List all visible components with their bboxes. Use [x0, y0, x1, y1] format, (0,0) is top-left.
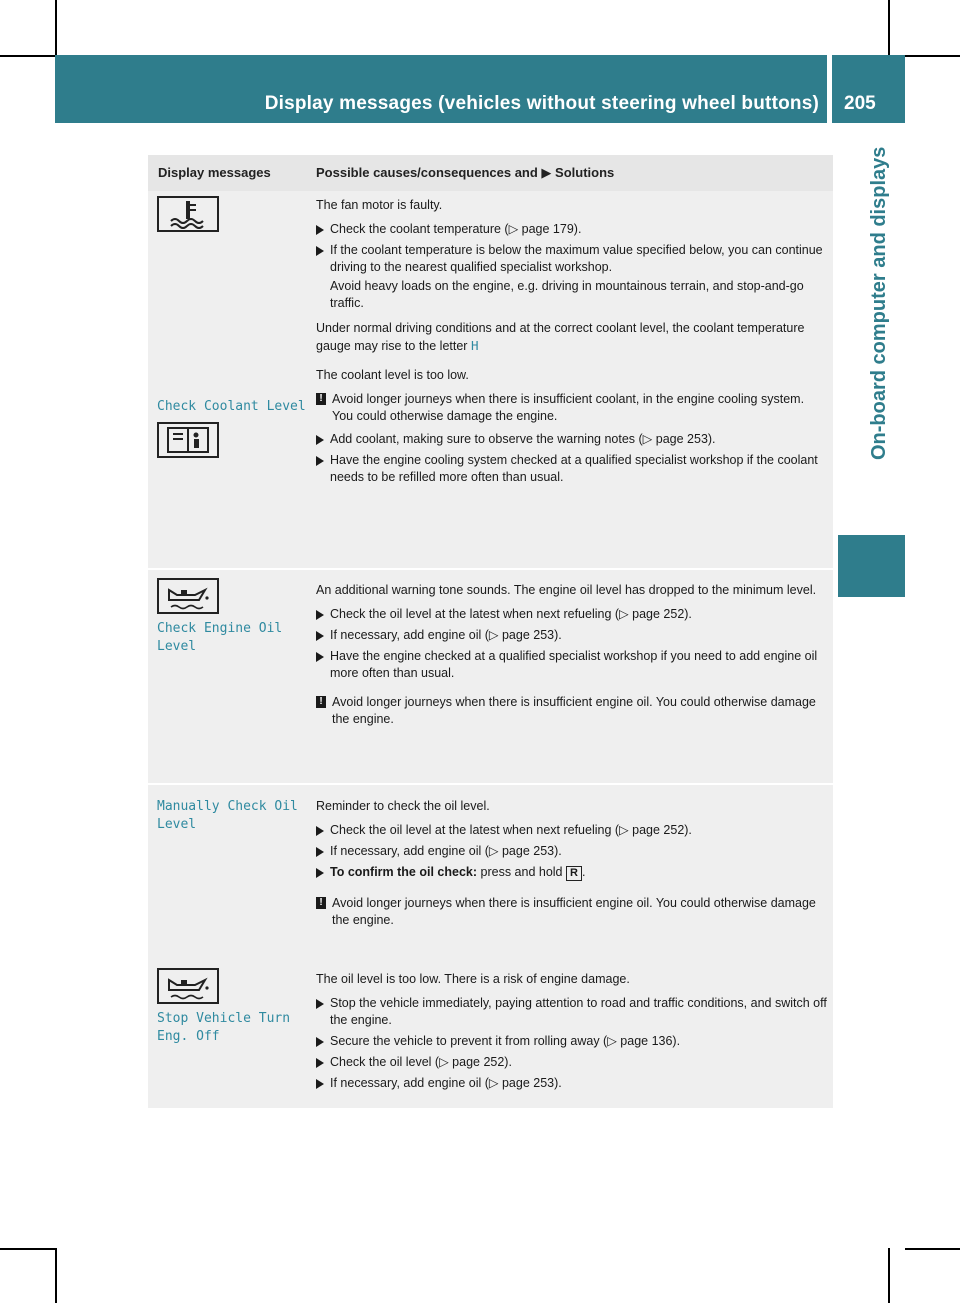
row3-description: [316, 798, 828, 935]
oil-too-low-text: The oil level is too low. There is a risk of engine damage.: [316, 972, 630, 986]
warning-note: [316, 694, 828, 728]
crop-mark: [888, 0, 890, 55]
gauge-letter: H: [470, 338, 479, 353]
list-item: To confirm the oil check: press and hold R .: [316, 864, 828, 881]
workshop-book-icon: [157, 422, 219, 463]
list-item: Have the engine cooling system checked at a qualified specialist workshop if the coolant needs to be refilled more often than usual.: [316, 452, 828, 486]
list-item-text: If the coolant temperature is below the maximum value specified below, you can continue driving to the nearest qualified specialist workshop.: [330, 243, 823, 274]
list-item: If necessary, add engine oil (▷ page 253).: [316, 627, 828, 644]
crop-mark: [0, 1248, 55, 1250]
display-message-stop-vehicle: Stop Vehicle Turn Eng. Off: [157, 1011, 291, 1044]
confirm-oil-check-text: press and hold: [480, 865, 563, 879]
oil-dropped-text: An additional warning tone sounds. The engine oil level has dropped to the minimum level.: [316, 583, 817, 597]
normal-conditions-text: [316, 320, 828, 355]
row4-description: [316, 971, 828, 1096]
list-item: Check the oil level at the latest when next refueling (▷ page 252).: [316, 606, 828, 623]
row2-description: [316, 582, 828, 734]
section-side-label: On-board computer and displays: [868, 146, 890, 460]
display-message-check-engine-oil-level: Check Engine Oil Level: [157, 621, 283, 654]
list-item: Add coolant, making sure to observe the warning notes (▷ page 253).: [316, 431, 828, 448]
list-item: If necessary, add engine oil (▷ page 253).: [316, 843, 828, 860]
list-item: If necessary, add engine oil (▷ page 253).: [316, 1075, 828, 1092]
list-item: Have the engine checked at a qualified specialist workshop if you need to add engine oil more often than usual.: [316, 648, 828, 682]
list-item: Check the oil level at the latest when next refueling (▷ page 252).: [316, 822, 828, 839]
crop-mark: [0, 55, 55, 57]
page-number: 205: [844, 93, 876, 114]
coolant-low-text: The coolant level is too low.: [316, 368, 469, 382]
list-item: Check the coolant temperature (▷ page 179).: [316, 221, 828, 238]
crop-mark: [905, 1248, 960, 1250]
list-item: Check the oil level (▷ page 252).: [316, 1054, 828, 1071]
list-item-continuation: Avoid heavy loads on the engine, e.g. driving in mountainous terrain, and stop-and-go traffic.: [330, 279, 804, 310]
column-header-solutions: Possible causes/consequences and ▶ Solutions: [316, 165, 615, 180]
warning-text: Avoid longer journeys when there is insufficient engine oil. You could otherwise damage the engine.: [332, 695, 816, 726]
crop-mark: [55, 1248, 57, 1303]
reset-button-icon: R: [566, 866, 582, 881]
warning-note: [316, 391, 828, 425]
oil-reminder-text: Reminder to check the oil level.: [316, 799, 490, 813]
warning-icon: !: [316, 897, 326, 909]
oil-can-icon: [157, 578, 219, 619]
warning-icon: !: [316, 393, 326, 405]
coolant-temperature-icon: [157, 196, 219, 237]
warning-text: Avoid longer journeys when there is insufficient engine oil. You could otherwise damage the engine.: [332, 896, 816, 927]
warning-text: Avoid longer journeys when there is insufficient coolant, in the engine cooling system. You could otherwise damage the engine.: [332, 392, 805, 423]
header-bar: [55, 55, 827, 123]
fan-faulty-text: The fan motor is faulty.: [316, 198, 443, 212]
list-item: Secure the vehicle to prevent it from rolling away (▷ page 136).: [316, 1033, 828, 1050]
display-message-check-coolant-level: Check Coolant Level: [157, 399, 306, 414]
warning-icon: !: [316, 696, 326, 708]
page-title: Display messages (vehicles without steering wheel buttons): [264, 93, 819, 114]
list-item: [316, 242, 828, 276]
crop-mark: [888, 1248, 890, 1303]
table-header: [148, 155, 833, 191]
row-separator: [148, 568, 833, 570]
crop-mark: [55, 0, 57, 55]
row-separator: [148, 783, 833, 785]
section-tab-marker: [838, 535, 905, 597]
warning-note: [316, 895, 828, 929]
row1-description: [316, 197, 828, 490]
list-item: Stop the vehicle immediately, paying attention to road and traffic conditions, and switch off the engine.: [316, 995, 828, 1029]
confirm-oil-check-label: To confirm the oil check:: [330, 865, 478, 879]
normal-conditions-sentence: Under normal driving conditions and at the correct coolant level, the coolant temperature gauge may rise to the letter: [316, 321, 805, 353]
display-message-manually-check-oil-level: Manually Check Oil Level: [157, 799, 298, 832]
crop-mark: [905, 55, 960, 57]
column-header-messages: Display messages: [158, 165, 271, 180]
oil-can-icon: [157, 968, 219, 1009]
page-number-box: [832, 55, 905, 123]
